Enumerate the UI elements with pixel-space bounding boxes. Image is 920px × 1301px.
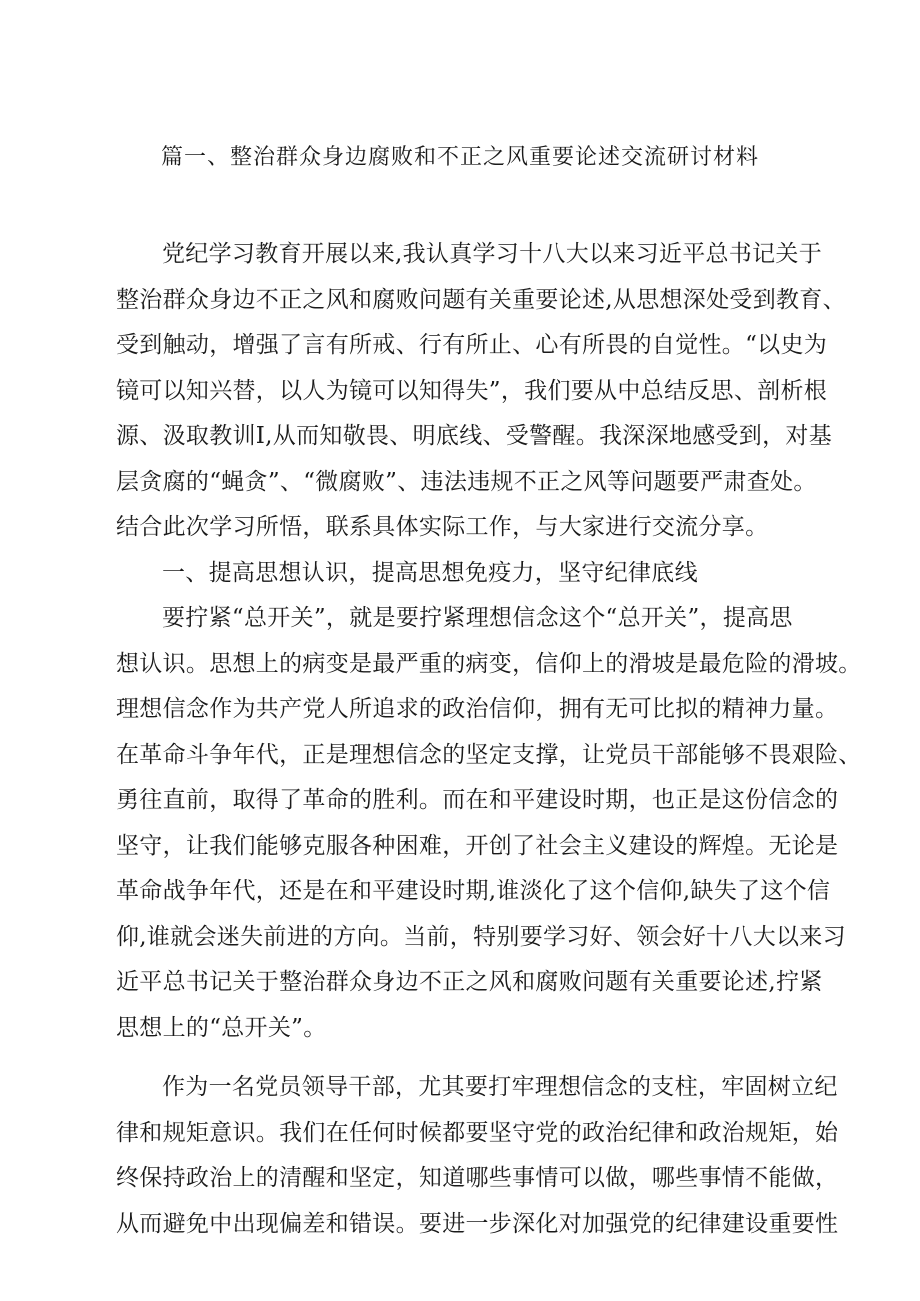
text-line: 理想信念作为共产党人所追求的政治信仰，拥有无可比拟的精神力量。 [116, 696, 839, 722]
text-line: 近平总书记关于整治群众身边不正之风和腐败问题有关重要论述,拧紧 [116, 969, 823, 995]
paragraph-total-switch [116, 596, 862, 1051]
text-line: 仰,谁就会迷失前进的方向。当前，特别要学习好、领会好十八大以来习 [116, 923, 846, 950]
paragraph-gap [116, 1051, 836, 1065]
text-line: 党纪学习教育开展以来,我认真学习十八大以来习近平总书记关于 [162, 241, 823, 267]
text-line: 律和规矩意识。我们在任何时候都要坚守党的政治纪律和政治规矩，始 [116, 1119, 839, 1146]
text-line: 思想上的“总开关”。 [116, 1014, 327, 1041]
text-line: 受到触动，增强了言有所戒、行有所止、心有所畏的自觉性。“以史为 [116, 332, 828, 358]
text-line: 在革命斗争年代，正是理想信念的坚定支撑，让党员干部能够不畏艰险、 [116, 741, 862, 768]
paragraph-party-leader [116, 1065, 839, 1247]
document-title: 篇一、整治群众身边腐败和不正之风重要论述交流研讨材料 [160, 145, 759, 170]
text-line: 结合此次学习所悟，联系具体实际工作，与大家进行交流分享。 [116, 514, 769, 540]
text-line: 镜可以知兴替，以人为镜可以知得失”，我们要从中总结反思、剖析根 [116, 377, 828, 404]
text-line: 作为一名党员领导干部，尤其要打牢理想信念的支柱，牢固树立纪 [162, 1074, 838, 1100]
text-line: 源、汲取教训I,从而知敬畏、明底线、受警醒。我深深地感受到，对基 [116, 423, 832, 449]
section-heading [116, 551, 836, 597]
text-line: 一、提高思想认识，提高思想免疫力，坚守纪律底线 [162, 559, 698, 586]
document-body [116, 232, 862, 1247]
text-line: 要拧紧“总开关”，就是要拧紧理想信念这个“总开关”，提高思 [162, 605, 793, 631]
paragraph-intro [116, 232, 846, 551]
text-line: 从而避免中出现偏差和错误。要进一步深化对加强党的纪律建设重要性 [116, 1210, 839, 1237]
text-line: 坚守，让我们能够克服各种困难，开创了社会主义建设的辉煌。无论是 [116, 832, 839, 859]
text-line: 层贪腐的“蝇贪”、“微腐败”、违法违规不正之风等问题要严肃查处。 [116, 468, 817, 495]
text-line: 想认识。思想上的病变是最严重的病变，信仰上的滑坡是最危险的滑坡。 [116, 650, 862, 677]
text-line: 革命战争年代，还是在和平建设时期,谁淡化了这个信仰,缺失了这个信 [116, 878, 831, 904]
text-line: 整治群众身边不正之风和腐败问题有关重要论述,从思想深处受到教育、 [116, 286, 846, 313]
text-line: 终保持政治上的清醒和坚定，知道哪些事情可以做，哪些事情不能做， [116, 1165, 839, 1191]
text-line: 勇往直前，取得了革命的胜利。而在和平建设时期，也正是这份信念的 [116, 787, 839, 813]
